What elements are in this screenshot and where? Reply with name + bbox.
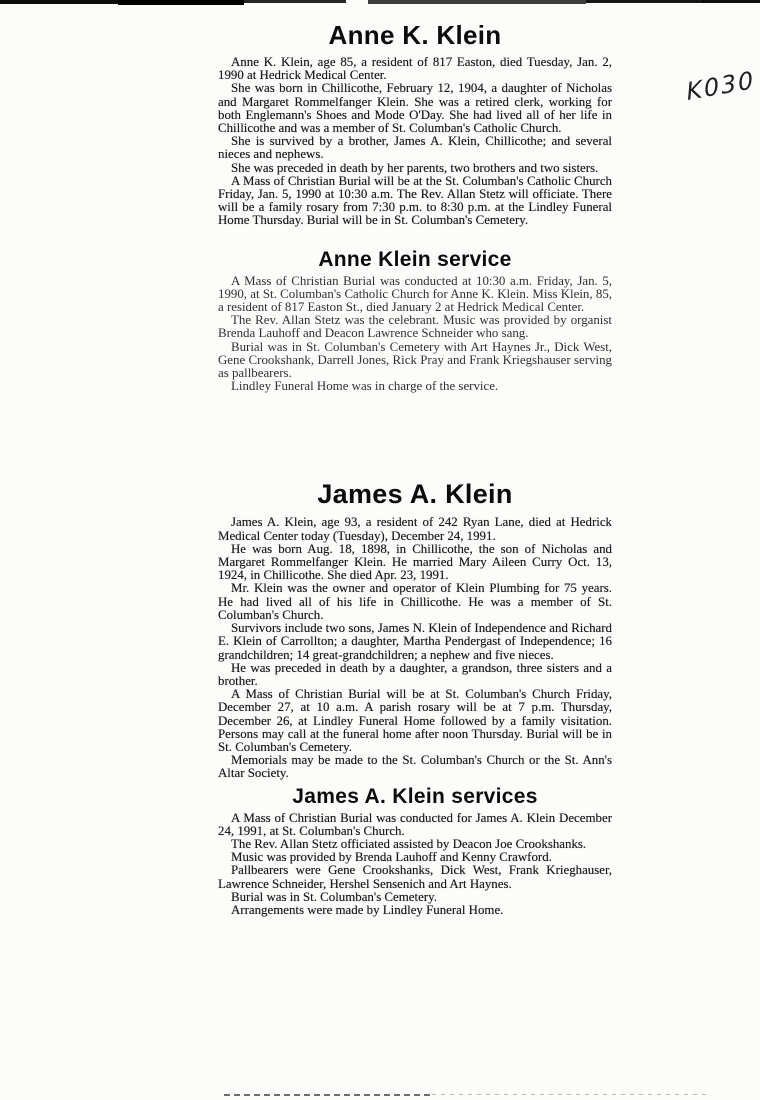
scan-artifact-top-edge [0, 0, 760, 8]
obituary-paragraph: Memorials may be made to the St. Columban's Church or the St. Ann's Altar Society. [218, 753, 612, 781]
obituary-paragraph: She was born in Chillicothe, February 12, 1904, a daughter of Nicholas and Margaret Rommelfanger Klein. She was a retired clerk, working for both Englemann's Shoes and Mode O'Day. She had lived all of her life in Chillicothe and was a member of St. Columban's Catholic Church. [218, 81, 612, 136]
obituary-heading: James A. Klein [317, 479, 513, 510]
obituary-column [218, 22, 612, 917]
obituary-heading: James A. Klein services [292, 784, 538, 808]
scan-artifact-bottom-dashed-line-faint [432, 1094, 706, 1095]
obituary-paragraph: A Mass of Christian Burial was conducted for James A. Klein December 24, 1991, at St. Columban's Church. [218, 810, 612, 838]
scan-artifact-segment [0, 0, 118, 4]
obituary-paragraph: Mr. Klein was the owner and operator of Klein Plumbing for 75 years. He had lived all of his life in Chillicothe. He was a member of St. Columban's Church. [218, 581, 612, 622]
scan-artifact-bottom-dashed-line [224, 1094, 432, 1096]
obituary-paragraph: James A. Klein, age 93, a resident of 242 Ryan Lane, died at Hedrick Medical Center today (Tuesday), December 24, 1991. [218, 515, 612, 543]
obituary-paragraph: Lindley Funeral Home was in charge of the service. [231, 379, 499, 394]
obituary-paragraph: A Mass of Christian Burial will be at St. Columban's Church Friday, December 27, at 10 a.m. A parish rosary will be at 7 p.m. Thursday, December 26, at Lindley Funeral Home followed by a family visitation. Persons may call at the funeral home after noon Thursday. Burial will be in St. Columban's Cemetery. [218, 687, 612, 754]
scan-artifact-segment [368, 0, 586, 4]
obituary-section [218, 481, 612, 780]
obituary-heading: Anne Klein service [318, 247, 512, 271]
obituary-paragraph: Burial was in St. Columban's Cemetery with Art Haynes Jr., Dick West, Gene Crookshank, Darrell Jones, Rick Pray and Frank Kriegshauser serving as pallbearers. [218, 339, 612, 381]
obituary-heading: Anne K. Klein [328, 20, 502, 50]
obituary-paragraph: The Rev. Allan Stetz was the celebrant. Music was provided by organist Brenda Lauhoff and Deacon Lawrence Schneider who sang. [218, 313, 612, 341]
obituary-paragraph: A Mass of Christian Burial was conducted at 10:30 a.m. Friday, Jan. 5, 1990, at St. Columban's Catholic Church for Anne K. Klein. Miss Klein, 85, a resident of 817 Easton St., died January 2 at Hedrick Medical Center. [218, 273, 612, 315]
obituary-paragraph: Anne K. Klein, age 85, a resident of 817 Easton, died Tuesday, Jan. 2, 1990 at Hedrick Medical Center. [218, 55, 612, 83]
obituary-paragraph: She was preceded in death by her parents, two brothers and two sisters. [231, 160, 599, 175]
scan-artifact-segment [586, 0, 702, 3]
scan-artifact-segment [702, 0, 760, 3]
obituary-paragraph: The Rev. Allan Stetz officiated assisted by Deacon Joe Crookshanks. [231, 836, 587, 851]
obituary-paragraph: Survivors include two sons, James N. Klein of Independence and Richard E. Klein of Carrollton; a daughter, Martha Pendergast of Independence; 16 grandchildren; 14 great-grandchildren; a nephew and five nieces. [218, 621, 612, 662]
obituary-paragraph: He was preceded in death by a daughter, a grandson, three sisters and a brother. [218, 660, 612, 688]
obituary-paragraph: A Mass of Christian Burial will be at the St. Columban's Catholic Church Friday, Jan. 5, 1990 at 10:30 a.m. The Rev. Allan Stetz will officiate. There will be a family rosary from 7:30 p.m. to 8:30 p.m. at the Lindley Funeral Home Thursday. Burial will be in St. Columban's Cemetery. [218, 173, 612, 228]
obituary-paragraph: He was born Aug. 18, 1898, in Chillicothe, the son of Nicholas and Margaret Rommelfanger Klein. He married Mary Aileen Curry Oct. 13, 1924, in Chillicothe. She died Apr. 23, 1991. [218, 541, 612, 583]
obituary-section [218, 786, 612, 918]
obituary-paragraph: Music was provided by Brenda Lauhoff and Kenny Crawford. [231, 850, 552, 865]
obituary-paragraph: Pallbearers were Gene Crookshanks, Dick West, Frank Krieghauser, Lawrence Schneider, Hershel Sensenich and Art Haynes. [218, 863, 612, 891]
obituary-paragraph: She is survived by a brother, James A. Klein, Chillicothe; and several nieces and nephews. [218, 134, 612, 162]
obituary-section [218, 22, 612, 228]
obituary-paragraph: Arrangements were made by Lindley Funeral Home. [231, 902, 504, 917]
scan-artifact-segment [244, 0, 346, 3]
handwritten-archive-code: K030 [685, 66, 757, 106]
obituary-paragraph: Burial was in St. Columban's Cemetery. [231, 889, 437, 904]
obituary-section [218, 249, 612, 394]
scan-artifact-segment [118, 0, 244, 5]
